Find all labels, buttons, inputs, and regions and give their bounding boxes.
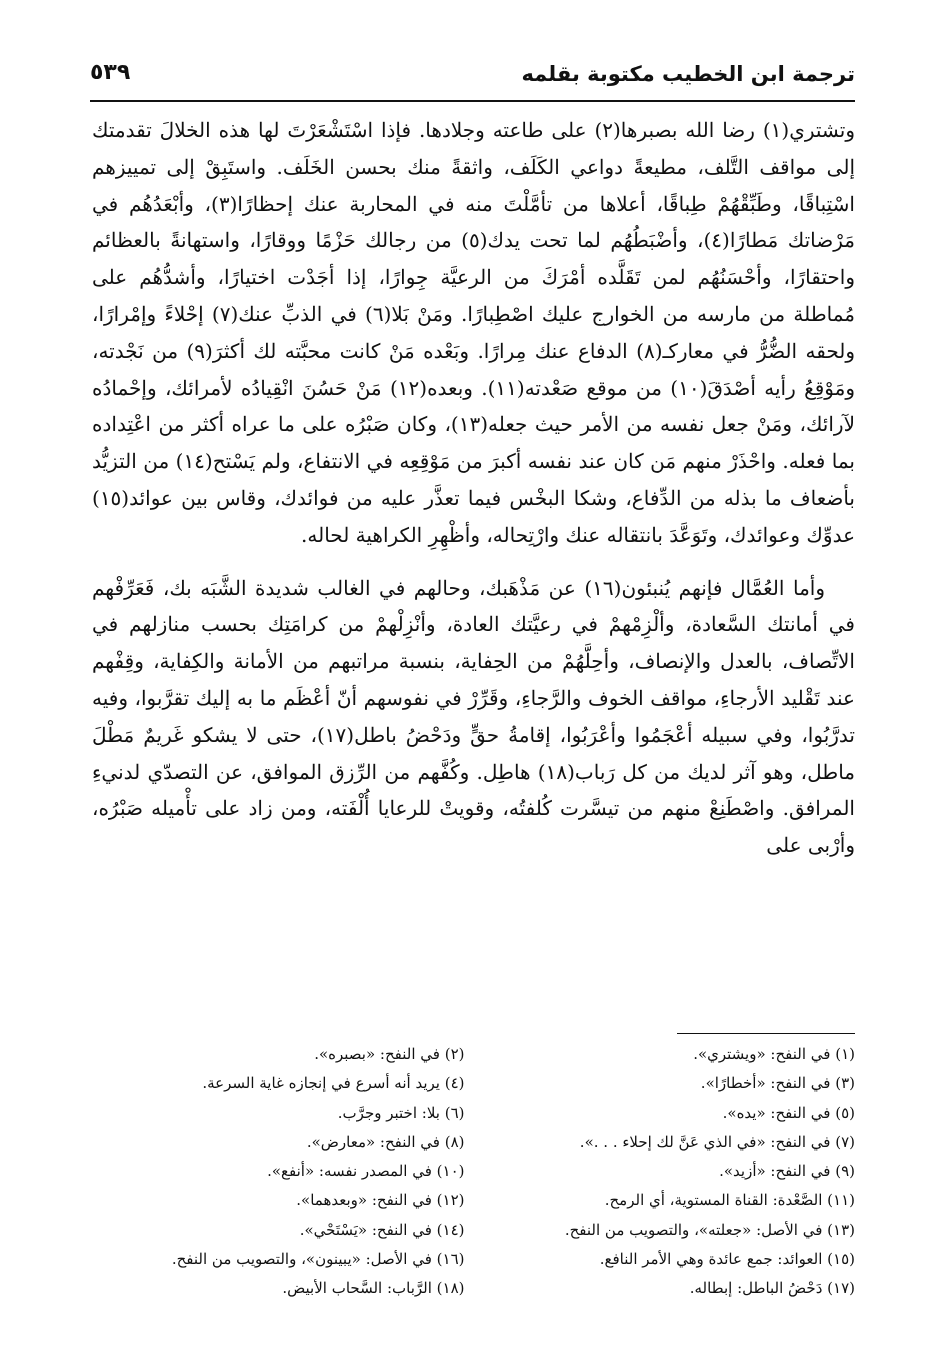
footnote: (١) في النفح: «ويشتري». bbox=[693, 1045, 855, 1063]
paragraph: وأما العُمَّال فإنهم يُنبئون(١٦) عن مَذْهَبك، وحالهم في الغالب شديدة الشَّبَه بك، فَعَرِّفْهم في أمانتك السَّعادة، وألْزِمْهمْ في رعيَّتك العادة، وأنْزِلْهمْ من كرامَتِك بحسب منازلهم في الاتِّصاف، بالعدل والإنصاف، وأحِلَّهُمْ من الحِفاية، بنسبة مراتبهم من الأمانة والكِفاية، وقِفْهم عند تَقْليد الأرجاءِ، مواقف الخوف والرَّجاءِ، وقَرِّرْ في نفوسهم أنّ أعْظَم ما به إليك تقرَّبوا، وفيه تدرَّبُوا، وفي سبيله أعْجَمُوا وأعْرَبُوا، إقامةُ حقٍّ ودَحْضُ باطل(١٧)، حتى لا يشكو غَريمٌ مَطْلَ ماطل، وهو آثر لديك من كل رَباب(١٨) هاطِل. وكُفَّهم من الرِّزق الموافق، عن التصدّي لدنيءِ المرافق. واصْطَنِعْ منهم من تيسَّرت كُلفتُه، وقويتْ للرعايا أُلْفَته، ومن زاد على تأْميله صَبْرُه، وأرْبى على bbox=[92, 575, 856, 858]
footnote: (٨) في النفح: «معارض». bbox=[306, 1132, 465, 1151]
footnote: (٥) في النفح: «يده». bbox=[722, 1103, 855, 1122]
footnote: (١١) الصَّعْدة: القناة المستوية، أي الرمح. bbox=[604, 1191, 855, 1210]
footnote: (١٢) في النفح: «وبعدهما». bbox=[296, 1191, 465, 1210]
paragraph: وتشتري(١) رضا الله بصبرها(٢) على طاعته وجلادها. فإذا اسْتَشْعَرْتَ لها هذه الخلالَ تقدمتك إلى مواقف التَّلف، مطيعةً دواعي الكَلَف، واثقةً منك بحسن الخَلَف. واستَبِقْ إلى تمييزهم اسْتِباقًا، وطَبِّقْهُمْ طِباقًا، أعلاها من تأمَّلْتَ منه في المحاربة عنك إحظارًا(٣)، وأبْعَدُهُم في مَرْضاتك مَطارًا(٤)، وأضْبَطُهُم لما تحت يدك(٥) من رجالك حَزْمًا ووقارًا، واستهانةً بالعظائم واحتقارًا، وأحْسَنُهُم لمن تَقَلَّده أمْرَكَ من الرعيَّة جِوارًا، إذا أجَدْت اختيارًا، وأشدُّهُم على مُماطلة من مارسه من الخوارج عليك اصْطِبارًا. ومَنْ بَلا(٦) في الذبِّ عنك(٧) إحْلاءً وإمْرارًا، ولحقه الضُّرُّ في معاركـ(٨) الدفاع عنك مِرارًا. وبَعْده مَنْ كانت محبَّته لك أكثرَ(٩) من نَجْدته، ومَوْقِعُ رأيه أصْدَقَ(١٠) من موقع صَعْدته(١١). وبعده(١٢) مَنْ حَسُنَ انْقِيادُه لأمرائك، وإحْمادُه لآرائك، ومَنْ جعل نفسه من الأمر حيث جعله(١٣)، وكان صَبْرُه على ما عراه أكثر من اعْتِداده بما فعله. واحْذَرْ منهم مَن كان عند نفسه أكبرَ من مَوْقِعِه في الانتفاع، ولم يَسْتح(١٤) من التزيُّد بأضعاف ما بذله من الدِّفاع، وشكا البخْس فيما تعذَّر عليه من فوائدك، وقاس بين عوائد(١٥) عدوِّك وعوائدك، وتَوَعَّدَ بانتقاله عنك وارْتِحاله، وأظْهِرِ الكراهية لحاله. bbox=[92, 118, 856, 547]
footnote: (١٥) العوائد: جمع عائدة وهي الأمر النافع. bbox=[599, 1250, 855, 1269]
page-number: ٥٣٩ bbox=[90, 60, 131, 85]
footnote: (٤) يريد أنه أسرع في إنجازه غاية السرعة. bbox=[202, 1074, 465, 1093]
footnote-rule bbox=[677, 1033, 855, 1034]
running-header bbox=[90, 58, 855, 98]
footnote: (١٣) في الأصل: «جعلته»، والتصويب من النفح. bbox=[564, 1220, 855, 1239]
footnote: (٩) في النفح: «أزيد». bbox=[719, 1162, 855, 1181]
running-title: ترجمة ابن الخطيب مكتوبة بقلمه bbox=[521, 62, 855, 86]
footnote: (١٨) الرَّباب: السَّحاب الأبيض. bbox=[282, 1279, 465, 1298]
footnote: (٢) في النفح: «بصبره». bbox=[314, 1045, 465, 1063]
main-text bbox=[92, 112, 855, 864]
header-rule bbox=[90, 100, 855, 102]
footnote: (٧) في النفح: «في الذي عَنَّ لك إحلاء . . .». bbox=[579, 1132, 855, 1151]
footnote: (٦) بلا: اختبر وجرَّب. bbox=[337, 1103, 465, 1122]
footnote: (١٠) في المصدر نفسه: «أنفع». bbox=[267, 1162, 465, 1181]
footnotes bbox=[92, 1040, 855, 1304]
footnote: (١٤) في النفح: «يَسْتَحْي». bbox=[299, 1220, 465, 1239]
footnote: (١٧) دَحْضُ الباطل: إبطاله. bbox=[689, 1279, 855, 1298]
footnote: (١٦) في الأصل: «يبينون»، والتصويب من النفح. bbox=[171, 1250, 465, 1269]
footnote: (٣) في النفح: «أخطارًا». bbox=[700, 1074, 855, 1093]
